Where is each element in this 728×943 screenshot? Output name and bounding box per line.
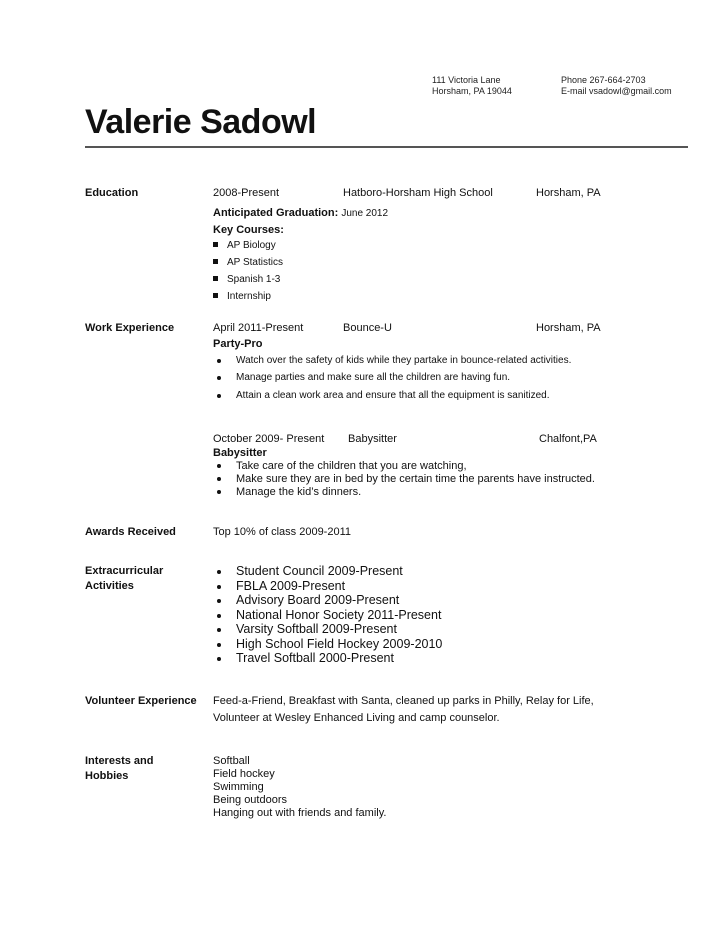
bullet-icon (217, 359, 221, 363)
bullet-icon (217, 585, 221, 589)
bullet-icon (217, 570, 221, 574)
bullet-icon (217, 599, 221, 603)
interest-item: Swimming (213, 781, 264, 793)
address-line-2: Horsham, PA 19044 (432, 86, 512, 96)
bullet-icon (217, 657, 221, 661)
activity-item: High School Field Hockey 2009-2010 (217, 637, 442, 652)
bullet-icon (217, 643, 221, 647)
job-title: Babysitter (213, 447, 267, 459)
activity-item: Student Council 2009-Present (217, 564, 403, 579)
section-heading-extracurricular-line2: Activities (85, 580, 134, 592)
courses-label: Key Courses: (213, 224, 284, 236)
section-heading-volunteer: Volunteer Experience (85, 695, 197, 707)
education-dates: 2008-Present (213, 187, 280, 199)
education-location: Horsham, PA (536, 187, 601, 199)
bullet-icon (217, 394, 221, 398)
section-heading-extracurricular-line1: Extracurricular (85, 565, 164, 577)
square-bullet-icon (213, 293, 218, 298)
interest-item: Being outdoors (213, 794, 287, 806)
course-item: AP Biology (213, 239, 276, 253)
job-duty: Make sure they are in bed by the certain time the parents have instructed. (217, 472, 595, 486)
activity-item: Varsity Softball 2009-Present (217, 622, 397, 637)
volunteer-line-1: Feed-a-Friend, Breakfast with Santa, cleaned up parks in Philly, Relay for Life, (213, 695, 594, 707)
activity-item: FBLA 2009-Present (217, 579, 345, 594)
bullet-icon (217, 614, 221, 618)
square-bullet-icon (213, 259, 218, 264)
square-bullet-icon (213, 276, 218, 281)
job-duty: Take care of the children that you are watching, (217, 459, 467, 473)
bullet-icon (217, 477, 221, 481)
bullet-icon (217, 464, 221, 468)
graduation-line (213, 206, 388, 221)
activity-item: National Honor Society 2011-Present (217, 608, 441, 623)
graduation-value: June 2012 (341, 208, 389, 219)
job-location: Chalfont,PA (539, 433, 597, 445)
square-bullet-icon (213, 242, 218, 247)
section-heading-work: Work Experience (85, 322, 175, 334)
bullet-icon (217, 490, 221, 494)
phone: Phone 267-664-2703 (561, 75, 646, 85)
section-heading-interests-line1: Interests and (85, 755, 154, 767)
interest-item: Field hockey (213, 768, 275, 780)
interest-item: Softball (213, 755, 250, 767)
bullet-icon (217, 628, 221, 632)
job-dates: April 2011-Present (213, 322, 304, 334)
job-duty: Manage parties and make sure all the children are having fun. (217, 371, 510, 385)
education-school: Hatboro-Horsham High School (343, 187, 493, 199)
section-heading-interests-line2: Hobbies (85, 770, 129, 782)
job-location: Horsham, PA (536, 322, 601, 334)
graduation-label: Anticipated Graduation: (213, 207, 339, 219)
section-heading-education: Education (85, 187, 139, 199)
email: E-mail vsadowl@gmail.com (561, 86, 672, 96)
job-duty: Watch over the safety of kids while they partake in bounce-related activities. (217, 354, 571, 368)
course-item: AP Statistics (213, 256, 283, 270)
bullet-icon (217, 376, 221, 380)
awards-text: Top 10% of class 2009-2011 (213, 526, 351, 538)
job-duty: Manage the kid’s dinners. (217, 485, 361, 499)
activity-item: Travel Softball 2000-Present (217, 651, 394, 666)
header-divider (85, 146, 688, 148)
address-line-1: 111 Victoria Lane (432, 75, 501, 85)
volunteer-line-2: Volunteer at Wesley Enhanced Living and camp counselor. (213, 712, 500, 724)
resume-name: Valerie Sadowl (85, 103, 317, 141)
section-heading-awards: Awards Received (85, 526, 176, 538)
interest-item: Hanging out with friends and family. (213, 807, 387, 819)
job-title: Party-Pro (213, 338, 263, 350)
course-item: Spanish 1-3 (213, 273, 280, 287)
course-item: Internship (213, 290, 271, 304)
job-employer: Bounce-U (343, 322, 392, 334)
job-duty: Attain a clean work area and ensure that all the equipment is sanitized. (217, 389, 550, 403)
job-employer: Babysitter (348, 433, 397, 445)
job-dates: October 2009- Present (213, 433, 325, 445)
activity-item: Advisory Board 2009-Present (217, 593, 399, 608)
